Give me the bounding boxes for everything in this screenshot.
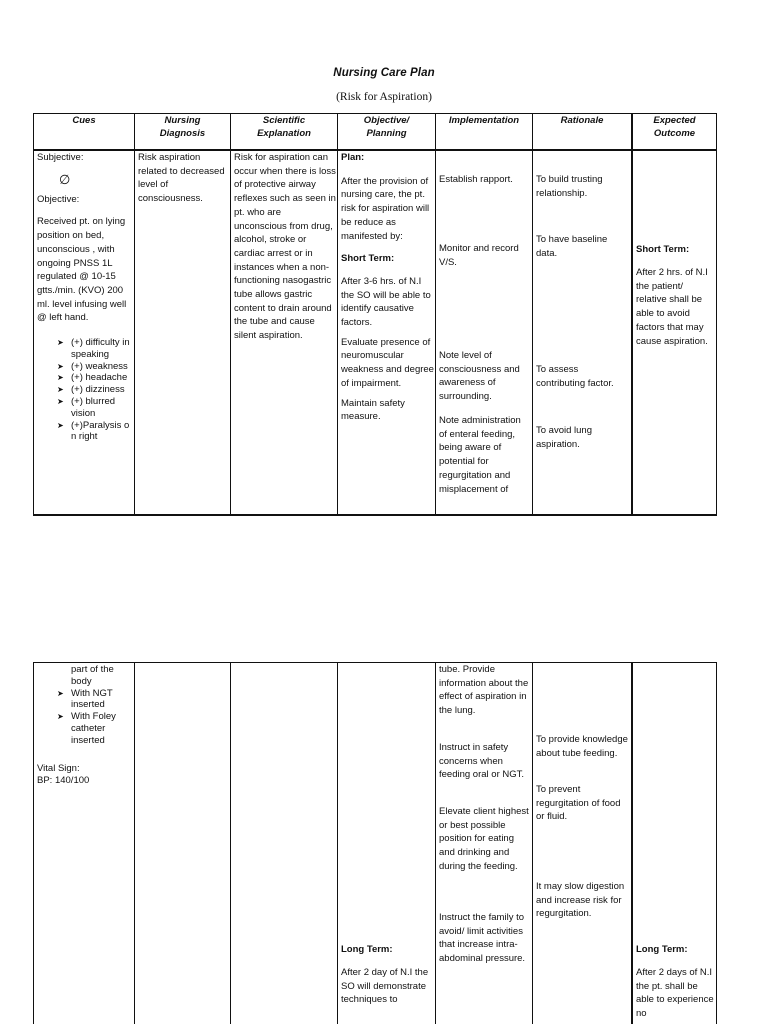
vital-sign-label: Vital Sign: — [37, 762, 80, 774]
header-objective-planning: Objective/ Planning — [363, 115, 410, 139]
objective-label: Objective: — [37, 193, 80, 205]
care-plan-table-page-1 — [33, 113, 717, 516]
empty-set-symbol: ∅ — [59, 171, 71, 187]
cues-cell — [37, 151, 130, 443]
list-item: ➤ With Foley catheter inserted — [57, 711, 116, 746]
list-item: ➤ (+) dizziness — [57, 384, 125, 396]
implementation-item: Instruct in safety concerns when feeding oral or NGT. — [439, 742, 525, 781]
list-item: ➤ (+)Paralysis on right — [57, 419, 130, 443]
header-rationale: Rationale — [560, 115, 604, 126]
list-item: ➤ (+) difficulty in speaking — [57, 337, 130, 360]
short-term-label: Short Term: — [636, 244, 690, 255]
short-term-text: After 3-6 hrs. of N.I the SO will be able to identify causative factors. — [341, 275, 431, 329]
subjective-label: Subjective: — [37, 152, 84, 163]
header-nursing-diagnosis: Nursing Diagnosis — [159, 115, 206, 139]
cues-cell-continued — [37, 664, 130, 787]
implementation-item: Establish rapport. — [439, 174, 513, 185]
rationale-item: To build trusting relationship. — [536, 174, 603, 199]
rationale-item: To prevent regurgitation of food or fluid. — [536, 784, 621, 823]
implementation-item: tube. Provide information about the effect of aspiration in the lung. — [439, 664, 529, 717]
care-plan-table-page-2 — [33, 662, 717, 1024]
objective-text: Received pt. on lying position on bed, unconscious , with ongoing PNSS 1L regulated @ 10-15 gtts./min. (KVO) 200 ml. level infusing well @ left hand. — [37, 216, 127, 324]
rationale-item: It may slow digestion and increase risk for regurgitation. — [536, 881, 625, 920]
implementation-item: Note administration of enteral feeding, being aware of potential for regurgitation and misplacement of — [439, 415, 521, 495]
list-item: ➤ (+) blurred vision — [57, 396, 116, 419]
rationale-item: To avoid lung aspiration. — [536, 425, 592, 450]
cues-bullet-list — [37, 337, 130, 443]
long-term-text: After 2 days of N.I the pt. shall be able to experience no — [636, 967, 714, 1020]
document-subtitle: (Risk for Aspiration) — [336, 91, 432, 103]
rationale-item: To provide knowledge about tube feeding. — [536, 734, 628, 759]
planning-item: Maintain safety measure. — [341, 397, 405, 423]
objective-planning-cell — [341, 151, 434, 430]
rationale-item: To have baseline data. — [536, 234, 608, 259]
short-term-text: After 2 hrs. of N.I the patient/ relative shall be able to avoid factors that may cause aspiration. — [636, 267, 708, 347]
scientific-explanation-cell: Risk for aspiration can occur when there is loss of protective airway reflexes such as seen in pt. who are unconscious from drug, alcohol, stroke or cardiac arrest or in instances when a non-functioning nasogastric tube allows gastric content to drain around the tube and cause silent aspiration. — [234, 152, 336, 342]
list-item: part of the body — [71, 664, 114, 687]
short-term-label: Short Term: — [341, 253, 395, 265]
cues-bullet-list — [37, 664, 130, 747]
document-title: Nursing Care Plan — [333, 67, 435, 79]
plan-label: Plan: — [341, 152, 365, 163]
header-implementation: Implementation — [448, 115, 520, 126]
implementation-item: Instruct the family to avoid/ limit activities that increase intra-abdominal pressure. — [439, 912, 526, 965]
implementation-item: Monitor and record V/S. — [439, 243, 519, 268]
header-expected-outcome: Expected Outcome — [653, 115, 696, 139]
nursing-diagnosis-cell: Risk aspiration related to decreased level of consciousness. — [138, 152, 225, 205]
header-cues: Cues — [72, 115, 96, 126]
long-term-text: After 2 day of N.I the SO will demonstrate techniques to — [341, 967, 429, 1006]
list-item: ➤ With NGT inserted — [57, 687, 113, 711]
plan-text: After the provision of nursing care, the pt. risk for aspiration will be reduce as manifested by: — [341, 175, 430, 242]
long-term-label: Long Term: — [341, 944, 393, 955]
implementation-item: Note level of consciousness and awareness of surrounding. — [439, 350, 520, 403]
implementation-item: Elevate client highest or best possible position for eating and drinking and during the feeding. — [439, 806, 529, 872]
list-item: ➤ (+) headache — [57, 372, 128, 384]
list-item: ➤ (+) weakness — [57, 360, 128, 372]
header-scientific-explanation: Scientific Explanation — [257, 115, 311, 139]
blood-pressure: BP: 140/100 — [37, 774, 90, 786]
rationale-item: To assess contributing factor. — [536, 364, 614, 389]
planning-item: Evaluate presence of neuromuscular weakness and degree of impairment. — [341, 336, 434, 389]
long-term-label: Long Term: — [636, 944, 688, 955]
